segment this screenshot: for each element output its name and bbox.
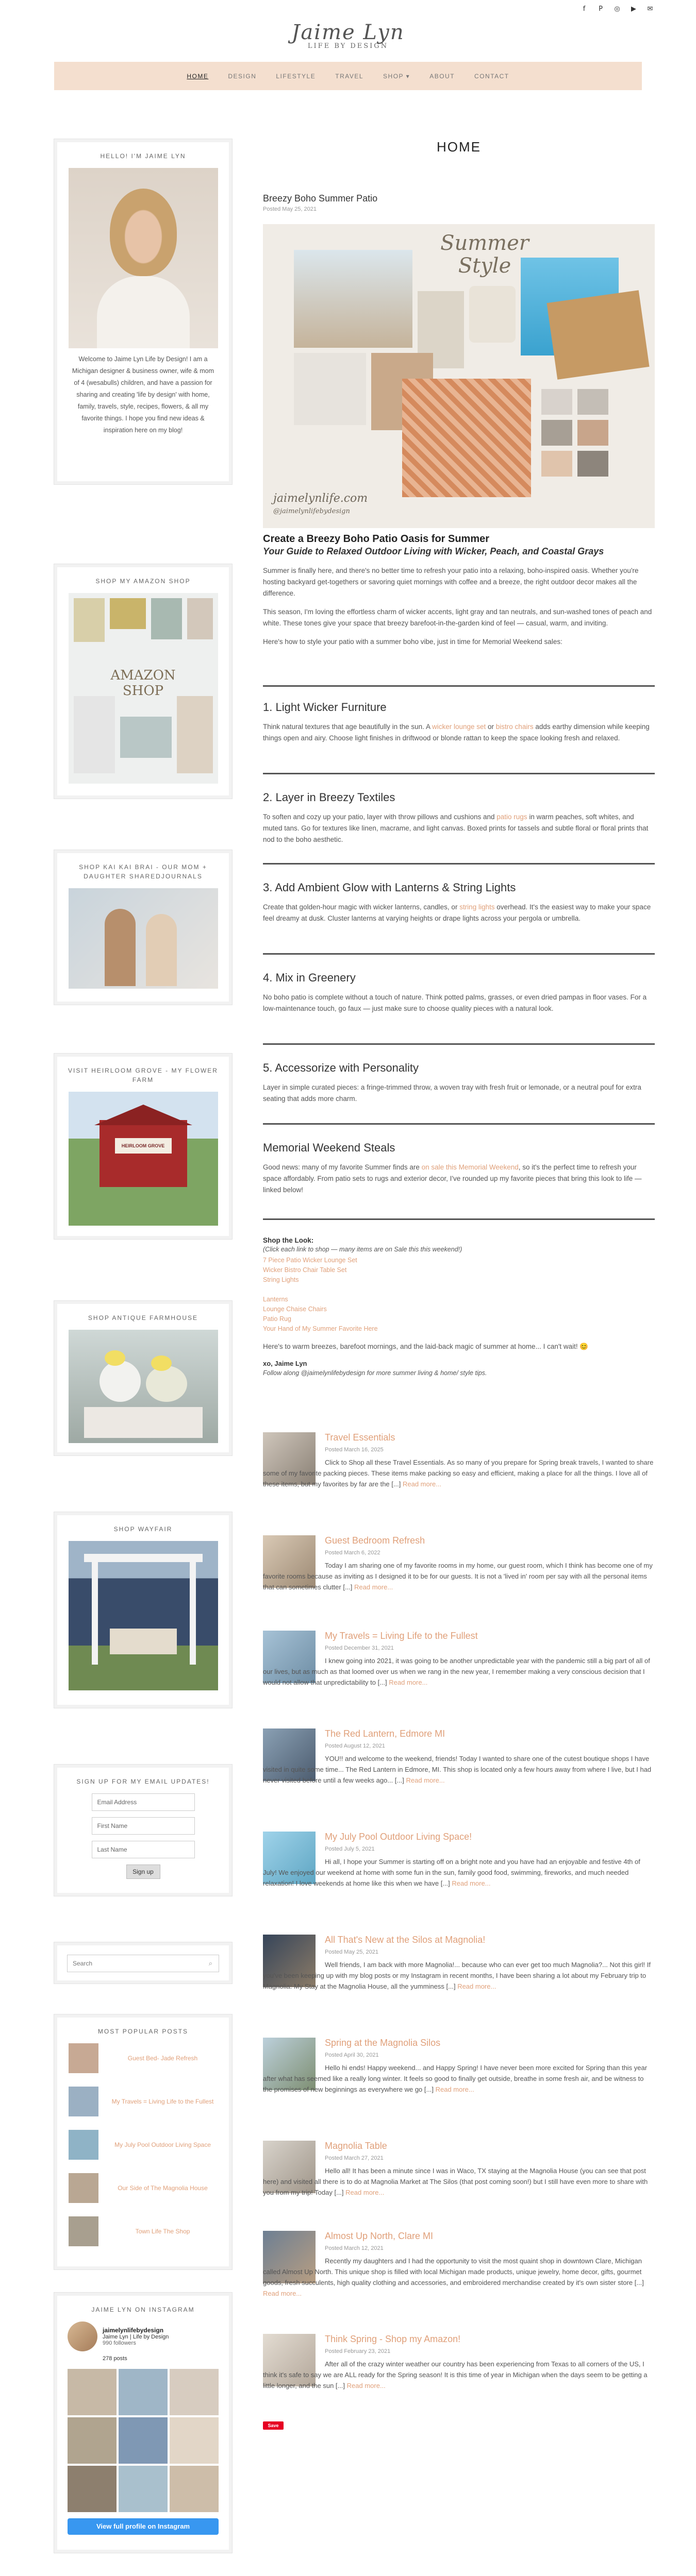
- last-name-field[interactable]: Last Name: [92, 1841, 195, 1858]
- section-5: [263, 1061, 655, 1105]
- instagram-photo[interactable]: [119, 2417, 168, 2464]
- instagram-photo[interactable]: [170, 2417, 219, 2464]
- amazon-shop-image[interactable]: [69, 593, 218, 784]
- nav-shop[interactable]: SHOP ▾: [383, 72, 410, 80]
- popular-link[interactable]: Our Side of The Magnolia House: [118, 2184, 208, 2192]
- instagram-followers: 990 followers: [103, 2340, 136, 2346]
- popular-item[interactable]: [69, 2216, 218, 2246]
- summer-collage[interactable]: [263, 224, 655, 528]
- read-more-link[interactable]: Read more...: [402, 1480, 442, 1488]
- shop-link[interactable]: String Lights: [263, 1276, 299, 1283]
- post-excerpt: Hi all, I hope your Summer is starting off on a bright note and you have had an enjoyable and festive 4th of July! We enjoyed our weekend at home with some fun in the sun, family good food, swimming, fireworks, and much needed relaxation! I love weekends at home like this when we have [...] Read more...: [263, 1858, 640, 1887]
- post-date: Posted February 23, 2021: [325, 2348, 391, 2354]
- shop-the-look: [263, 1236, 655, 1377]
- memorial-sale-link[interactable]: on sale this Memorial Weekend: [421, 1163, 519, 1171]
- section-2-title: 2. Layer in Breezy Textiles: [263, 791, 395, 804]
- nav-contact[interactable]: CONTACT: [474, 72, 509, 80]
- first-name-field[interactable]: First Name: [92, 1817, 195, 1835]
- instagram-grid: [68, 2369, 219, 2512]
- heirloom-image[interactable]: [69, 1092, 218, 1226]
- section-3: [263, 881, 655, 924]
- search-widget: [54, 1942, 232, 1984]
- section-1-title: 1. Light Wicker Furniture: [263, 701, 387, 714]
- post-title[interactable]: Guest Bedroom Refresh: [325, 1535, 425, 1546]
- popular-thumb: [69, 2130, 98, 2160]
- divider: [263, 863, 655, 865]
- post-date: Posted March 6, 2022: [325, 1550, 380, 1556]
- shop-link[interactable]: Your Hand of My Summer Favorite Here: [263, 1325, 378, 1332]
- instagram-profile-button[interactable]: View full profile on Instagram: [68, 2518, 219, 2535]
- instagram-photo[interactable]: [119, 2466, 168, 2512]
- popular-widget: [54, 2014, 232, 2269]
- popular-title: MOST POPULAR POSTS: [97, 2028, 189, 2035]
- instagram-posts: 278 posts: [103, 2355, 127, 2362]
- instagram-photo[interactable]: [68, 2417, 117, 2464]
- logo-script: Jaime Lyn: [291, 21, 405, 44]
- shop-note: (Click each link to shop — many items are on Sale this this weekend!): [263, 1246, 462, 1253]
- post-title[interactable]: Magnolia Table: [325, 2141, 387, 2151]
- instagram-photo[interactable]: [119, 2369, 168, 2415]
- post-date: Posted May 25, 2021: [325, 1949, 378, 1955]
- post-title[interactable]: Spring at the Magnolia Silos: [325, 2038, 441, 2048]
- post-excerpt: Recently my daughters and I had the opportunity to visit the most quaint shop in downtown Clare, Michigan called Almost Up North. This unique shop is filled with local Michigan made products, unique jewelry, home decor, gifts, gourmet goods, fresh succulents, high quality clothing and accessories, and embroidered merchandise created by it's own sister store [...] Read more...: [263, 2257, 644, 2297]
- section-5-title: 5. Accessorize with Personality: [263, 1061, 419, 1074]
- hello-text: Welcome to Jaime Lyn Life by Design! I am a Michigan designer & business owner, wife & mom of 4 (wesabulls) children, and have a passion for sharing and creating 'life by design' with home, family, travels, style, recipes, flowers, & all my favorite things. I hope you find new ideas & inspiration here on my blog!: [72, 355, 214, 434]
- post-item: [263, 2141, 655, 2218]
- shop-link[interactable]: Lounge Chaise Chairs: [263, 1306, 327, 1313]
- post-item: [263, 1432, 655, 1510]
- featured-date: Posted May 25, 2021: [263, 206, 317, 212]
- heirloom-widget: [54, 1054, 232, 1239]
- section-2-text: To soften and cozy up your patio, layer with throw pillows and cushions and patio rugs in warm peaches, soft whites, and muted tans. Go for textures like linen, macrame, and light canvas. Boxed prints for tassels and subtle floral or floral prints that nod to the boho aesthetic.: [263, 813, 649, 843]
- popular-item[interactable]: [69, 2173, 218, 2203]
- instagram-photo[interactable]: [68, 2466, 117, 2512]
- search-icon[interactable]: ⌕: [208, 1959, 212, 1967]
- site-logo[interactable]: [0, 21, 696, 50]
- antique-image[interactable]: [69, 1330, 218, 1443]
- featured-p1: Summer is finally here, and there's no better time to refresh your patio into a relaxing, boho-inspired oasis. Whether you're hosting backyard get-togethers or savoring quiet mornings with coffee and a breeze, the right outdoor decor makes all the difference.: [263, 567, 639, 597]
- post-excerpt: Click to Shop all these Travel Essentials. As so many of you prepare for Spring break travels, I wanted to share some of my favorite packing pieces. These items make packing so easy and efficient, making a place for all the things. I love all of these items, but my favorites by far are the [...] Read more...: [263, 1459, 654, 1488]
- instagram-icon[interactable]: ◎: [614, 5, 620, 13]
- email-title: SIGN UP FOR MY EMAIL UPDATES!: [76, 1778, 210, 1785]
- post-title[interactable]: All That's New at the Silos at Magnolia!: [325, 1935, 486, 1945]
- divider: [263, 685, 655, 687]
- post-title[interactable]: Think Spring - Shop my Amazon!: [325, 2334, 461, 2344]
- wayfair-title: SHOP WAYFAIR: [113, 1526, 173, 1533]
- post-item: [263, 1935, 655, 2012]
- nav-design[interactable]: DESIGN: [228, 72, 257, 80]
- section-4-title: 4. Mix in Greenery: [263, 971, 356, 984]
- bistro-chairs-link[interactable]: bistro chairs: [495, 723, 534, 731]
- email-widget: [54, 1765, 232, 1896]
- post-date: Posted December 31, 2021: [325, 1645, 394, 1651]
- shop-link[interactable]: Patio Rug: [263, 1315, 291, 1323]
- read-more-link[interactable]: Read more...: [452, 1879, 491, 1887]
- popular-link[interactable]: Town Life The Shop: [135, 2227, 190, 2235]
- featured-h1: Create a Breezy Boho Patio Oasis for Summer: [263, 533, 490, 545]
- signup-button[interactable]: Sign up: [126, 1865, 160, 1879]
- popular-item[interactable]: [69, 2130, 218, 2160]
- popular-link[interactable]: My July Pool Outdoor Living Space: [114, 2141, 211, 2148]
- featured-post: [263, 193, 655, 212]
- divider: [263, 773, 655, 774]
- post-date: Posted August 12, 2021: [325, 1743, 385, 1749]
- section-1-text: Think natural textures that age beautifully in the sun. A wicker lounge set or bistro chairs adds earthy dimension while keeping things open and airy. Choose light finishes in driftwood or blonde rattan to keep the space looking fresh and relaxed.: [263, 723, 650, 742]
- patio-rugs-link[interactable]: patio rugs: [496, 813, 527, 821]
- read-more-link[interactable]: Read more...: [346, 2382, 386, 2389]
- heirloom-sign: HEIRLOOM GROVE: [115, 1138, 172, 1154]
- featured-title[interactable]: Breezy Boho Summer Patio: [263, 193, 378, 204]
- email-field[interactable]: Email Address: [92, 1793, 195, 1811]
- post-title[interactable]: My July Pool Outdoor Living Space!: [325, 1832, 472, 1842]
- hello-title: HELLO! I'M JAIME LYN: [100, 152, 186, 160]
- read-more-link[interactable]: Read more...: [389, 1679, 428, 1686]
- instagram-handle: jaimelynlifebydesign: [103, 2327, 164, 2334]
- wicker-lounge-link[interactable]: wicker lounge set: [432, 723, 486, 731]
- collage-handle: @jaimelynlifebydesign: [273, 507, 350, 515]
- featured-body: [263, 533, 655, 648]
- post-item: [263, 2334, 655, 2411]
- hello-widget: [54, 139, 232, 484]
- section-4-text: No boho patio is complete without a touch of nature. Think potted palms, grasses, or even dried pampas in floor vases. For a low-maintenance touch, go faux — just make sure to choose quality pieces with a natural look.: [263, 993, 647, 1012]
- read-more-link[interactable]: Read more...: [457, 1982, 496, 1990]
- post-excerpt: Hello hi ends! Happy weekend... and Happy Spring! I have never been more excited for Spring than this year after what has seemed like a really long winter. It feels so good to finally get outside, breathe in some fresh air, and be witness to the promises of new beginnings as everywhere we go [...] Read more...: [263, 2064, 648, 2093]
- read-more-link[interactable]: Read more...: [345, 2189, 385, 2196]
- popular-thumb: [69, 2043, 98, 2073]
- post-excerpt: Hello all! It has been a minute since I was in Waco, TX staying at the Magnolia House (you can see that post here) and visited all there is to do at Magnolia Market at The Silos (that post coming soon!) but I still have even more to share with you from my trip! Today [...] Read more...: [263, 2167, 648, 2196]
- collage-title: Summer Style: [440, 231, 529, 278]
- kai-widget: [54, 850, 232, 1005]
- popular-item[interactable]: [69, 2087, 218, 2116]
- heirloom-title: VISIT HEIRLOOM GROVE - MY FLOWER FARM: [68, 1067, 218, 1083]
- post-date: Posted March 16, 2025: [325, 1447, 384, 1453]
- shop-title: Shop the Look:: [263, 1236, 314, 1244]
- post-item: [263, 1832, 655, 1909]
- antique-widget: [54, 1301, 232, 1455]
- wayfair-widget: [54, 1512, 232, 1708]
- shop-link[interactable]: Lanterns: [263, 1296, 288, 1303]
- post-excerpt: After all of the crazy winter weather our country has been experiencing from Texas to all corners of the US, I think it's safe to say we are ALL ready for the Spring season! It is this time of year in Michigan when the days seem to be getting a little longer, and the sun [...] Read more...: [263, 2360, 648, 2389]
- popular-thumb: [69, 2087, 98, 2116]
- post-excerpt: YOU!! and welcome to the weekend, friends! Today I wanted to share one of the cutest boutique shops I have visited in quite some time... The Red Lantern in Edmore, MI. This shop is located only a few hours away from where I live, but I had never visited before until a few weeks ago... [...] Read more...: [263, 1755, 652, 1784]
- kai-title: SHOP KAI KAI BRAI - OUR MOM + DAUGHTER SHAREDJOURNALS: [79, 863, 207, 880]
- post-date: Posted March 12, 2021: [325, 2245, 384, 2251]
- post-date: Posted July 5, 2021: [325, 1846, 375, 1852]
- avatar: [68, 2321, 97, 2351]
- profile-photo: [69, 168, 218, 348]
- collage-credit: jaimelynlife.com: [273, 492, 368, 505]
- section-5-text: Layer in simple curated pieces: a fringe-trimmed throw, a woven tray with fresh fruit or lemonade, or a neutral pouf for extra seating that adds more charm.: [263, 1083, 641, 1103]
- youtube-icon[interactable]: ▶: [631, 5, 636, 13]
- post-title[interactable]: The Red Lantern, Edmore MI: [325, 1728, 445, 1739]
- closing-text: Here's to warm breezes, barefoot mornings, and the laid-back magic of summer at home... I can't wait! 😊: [263, 1343, 589, 1350]
- post-item: [263, 2038, 655, 2115]
- post-date: Posted April 30, 2021: [325, 2052, 379, 2058]
- post-title[interactable]: Travel Essentials: [325, 1432, 395, 1443]
- post-date: Posted March 27, 2021: [325, 2155, 384, 2161]
- post-excerpt: Well friends, I am back with more Magnolia!... because who can ever get too much Magnolia?... Not this girl! If you've been keeping up with my blog posts or my Instagram in recent months, I have been sharing a lot about my February trip to Magnolia: My Stay at the Magnolia House, all the yumminess [...] Read more...: [263, 1961, 651, 1990]
- post-excerpt: Today I am sharing one of my favorite rooms in my home, our guest room, which I think has become one of my favorite rooms because as inviting as I designed it to be for our guests. It is not a 'lived in' room per say with all the personal items that can sometimes clutter [...] Read more...: [263, 1562, 653, 1591]
- divider: [263, 1123, 655, 1125]
- facebook-icon[interactable]: f: [583, 5, 586, 13]
- wayfair-image[interactable]: [69, 1541, 218, 1690]
- nav-about[interactable]: ABOUT: [429, 72, 455, 80]
- main-nav: [54, 62, 642, 90]
- antique-title: SHOP ANTIQUE FARMHOUSE: [88, 1314, 198, 1321]
- read-more-link[interactable]: Read more...: [354, 1583, 393, 1591]
- popular-thumb: [69, 2216, 98, 2246]
- nav-lifestyle[interactable]: LIFESTYLE: [276, 72, 316, 80]
- popular-link[interactable]: Guest Bed- Jade Refresh: [127, 2054, 198, 2062]
- section-3-text: Create that golden-hour magic with wicker lanterns, candles, or string lights overhead. It's the easiest way to make your space feel dreamy at dusk. Cluster lanterns at varying heights or drape lights across your pergola or umbrella.: [263, 903, 651, 922]
- instagram-widget: [54, 2293, 232, 2553]
- shop-link[interactable]: 7 Piece Patio Wicker Lounge Set: [263, 1257, 357, 1264]
- search-placeholder: Search: [73, 1960, 93, 1967]
- amazon-shop-label: AMAZON SHOP: [110, 668, 176, 699]
- post-item: [263, 1631, 655, 1708]
- read-more-link[interactable]: Read more...: [263, 2290, 302, 2297]
- nav-home[interactable]: HOME: [187, 72, 209, 80]
- memorial-text: Good news: many of my favorite Summer finds are on sale this Memorial Weekend, so it's the perfect time to refresh your space affordably. From patio sets to rugs and exterior decor, I've rounded up my favorite pieces that bring this look to life — linked below!: [263, 1163, 642, 1194]
- instagram-photo[interactable]: [170, 2466, 219, 2512]
- section-3-title: 3. Add Ambient Glow with Lanterns & String Lights: [263, 881, 516, 894]
- pinterest-icon[interactable]: P: [599, 5, 603, 13]
- read-more-link[interactable]: Read more...: [406, 1776, 445, 1784]
- instagram-profile[interactable]: [68, 2321, 219, 2351]
- popular-link[interactable]: My Travels = Living Life to the Fullest: [111, 2097, 214, 2105]
- instagram-photo[interactable]: [68, 2369, 117, 2415]
- nav-travel[interactable]: TRAVEL: [335, 72, 364, 80]
- post-item: [263, 2231, 655, 2308]
- email-icon[interactable]: ✉: [647, 5, 653, 13]
- featured-h2: Your Guide to Relaxed Outdoor Living with Wicker, Peach, and Coastal Grays: [263, 546, 604, 556]
- kai-image[interactable]: [69, 888, 218, 989]
- pinterest-save-button[interactable]: Save: [263, 2421, 284, 2430]
- instagram-title: JAIME LYN ON INSTAGRAM: [91, 2306, 195, 2313]
- post-item: [263, 1535, 655, 1613]
- divider: [263, 953, 655, 955]
- featured-p2: This season, I'm loving the effortless charm of wicker accents, light gray and tan neutrals, and sun-washed tones of peach and white. These tones give your space that breezy barefoot-in-the-garden kind of feel — casual, warm, and inviting.: [263, 608, 652, 627]
- string-lights-link[interactable]: string lights: [459, 903, 495, 911]
- memorial-section: [263, 1141, 655, 1196]
- memorial-title: Memorial Weekend Steals: [263, 1141, 395, 1154]
- read-more-link[interactable]: Read more...: [435, 2086, 474, 2093]
- follow-text: Follow along @jaimelynlifebydesign for more summer living & home/ style tips.: [263, 1369, 487, 1377]
- divider: [263, 1218, 655, 1220]
- signature: xo, Jaime Lyn: [263, 1360, 307, 1367]
- logo-subtitle: LIFE BY DESIGN: [307, 42, 389, 50]
- popular-thumb: [69, 2173, 98, 2203]
- post-item: [263, 1728, 655, 1806]
- amazon-widget: [54, 564, 232, 799]
- section-4: [263, 971, 655, 1014]
- amazon-title: SHOP MY AMAZON SHOP: [95, 578, 191, 585]
- instagram-photo[interactable]: [170, 2369, 219, 2415]
- page-title: HOME: [437, 139, 481, 155]
- popular-item[interactable]: [69, 2043, 218, 2073]
- section-2: [263, 791, 655, 845]
- instagram-name: Jaime Lyn | Life by Design: [103, 2334, 169, 2340]
- social-icons: [579, 5, 655, 13]
- post-title[interactable]: My Travels = Living Life to the Fullest: [325, 1631, 478, 1641]
- search-input[interactable]: [67, 1955, 219, 1972]
- divider: [263, 1043, 655, 1045]
- post-excerpt: I knew going into 2021, it was going to be another unpredictable year with the pandemic still a big part of all of our lives, but as much as that loomed over us when we rang in the new year, I remember making a very conscious decision that I would not allow that unpredictability to [...] Read more...: [263, 1657, 650, 1686]
- featured-p3: Here's how to style your patio with a summer boho vibe, just in time for Memorial Weekend sales:: [263, 638, 562, 646]
- post-title[interactable]: Almost Up North, Clare MI: [325, 2231, 434, 2241]
- shop-link[interactable]: Wicker Bistro Chair Table Set: [263, 1266, 347, 1274]
- section-1: [263, 701, 655, 744]
